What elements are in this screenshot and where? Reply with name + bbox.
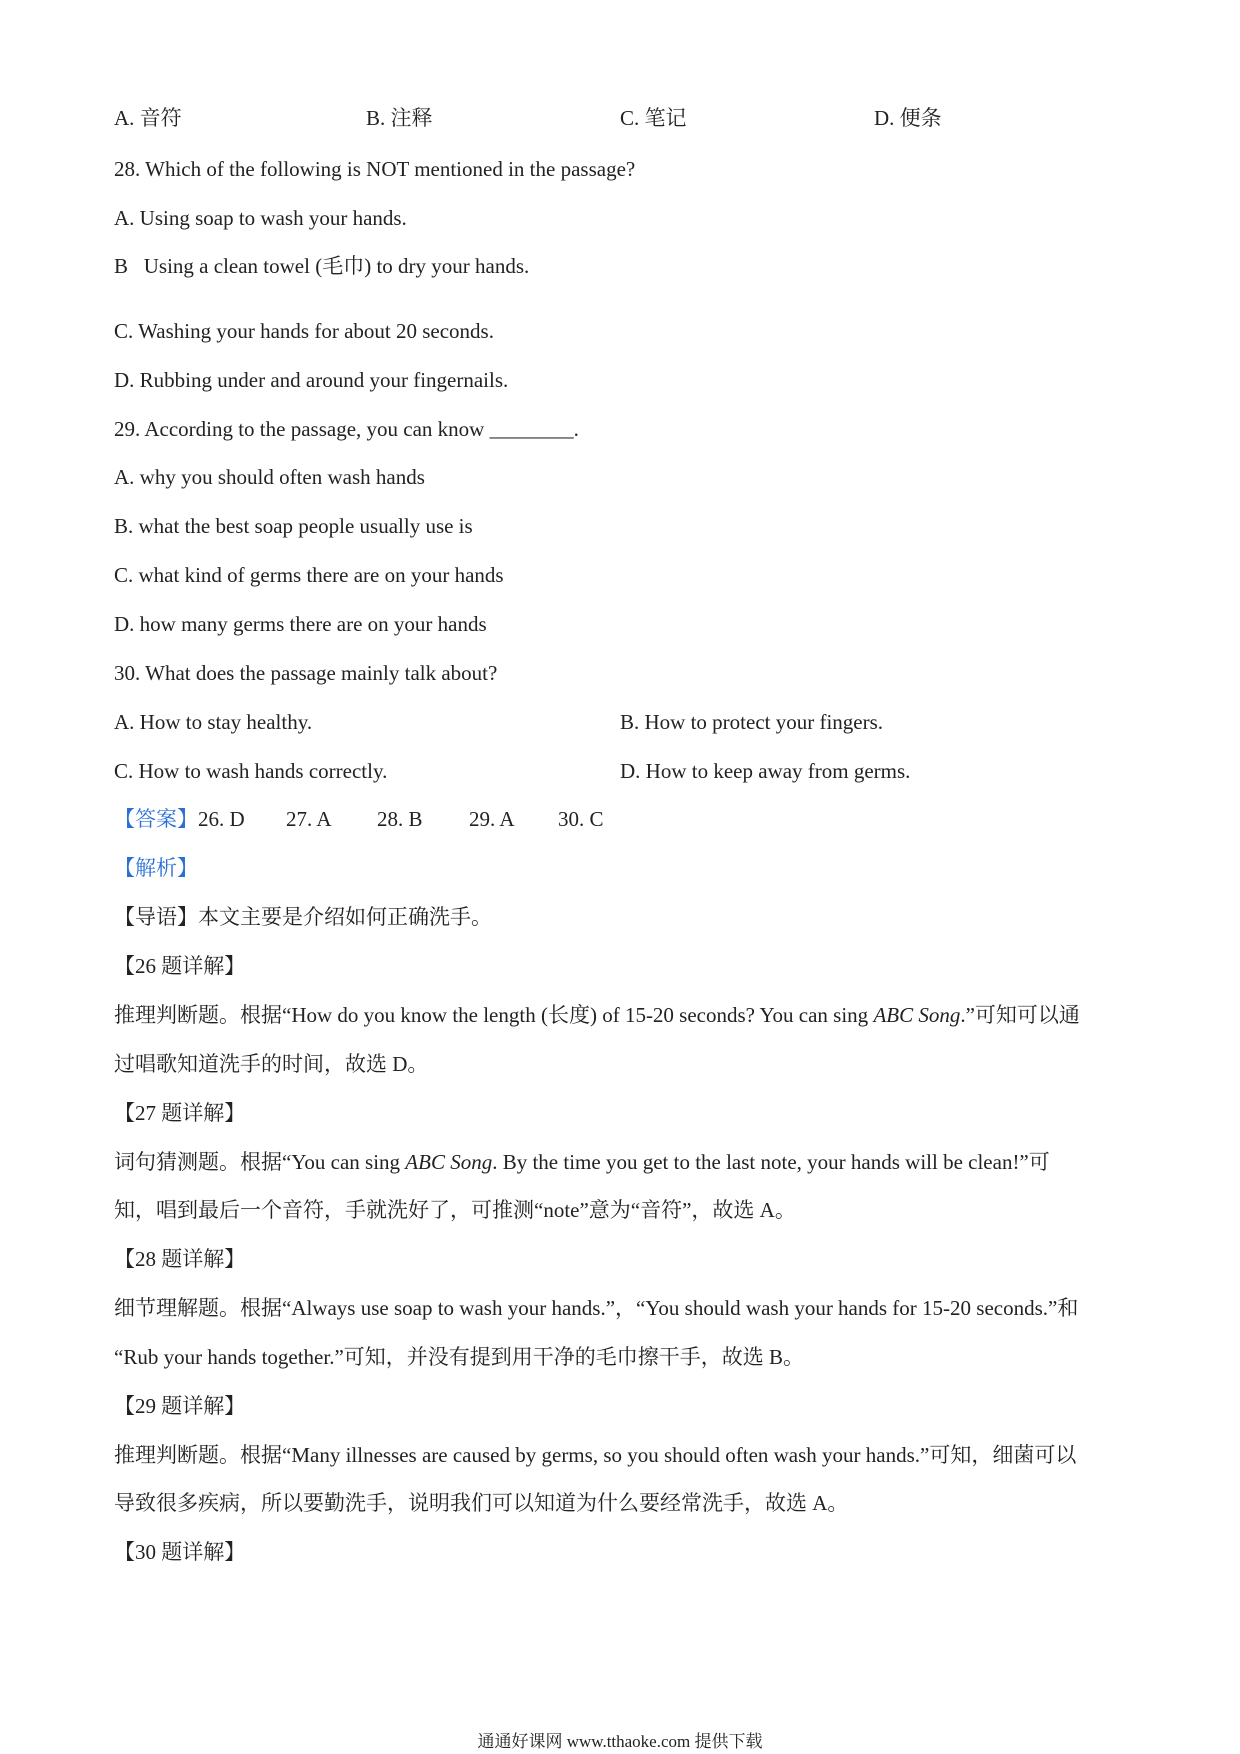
detail-30-title: 【30 题详解】 [114,1540,246,1564]
detail-28-title: 【28 题详解】 [114,1247,246,1271]
q27-option-a: A. 音符 [114,106,182,130]
answer-item: 30. C [558,807,604,831]
song-title: ABC Song [873,1003,961,1027]
q29-stem: 29. According to the passage, you can know ________. [114,417,579,441]
detail-29-line-2: 导致很多疾病，所以要勤洗手，说明我们可以知道为什么要经常洗手，故选 A。 [114,1491,849,1515]
q27-option-b: B. 注释 [366,106,433,130]
q29-option-d: D. how many germs there are on your hands [114,612,487,636]
song-title: ABC Song [405,1150,493,1174]
detail-27-title: 【27 题详解】 [114,1101,246,1125]
detail-26-line-2: 过唱歌知道洗手的时间，故选 D。 [114,1052,429,1076]
detail-26-title: 【26 题详解】 [114,954,246,978]
answer-line [114,805,604,833]
detail-28-line-1: 细节理解题。根据“Always use soap to wash your hands.”，“You should wash your hands for 15-20 seconds.”和 [114,1296,1079,1320]
analysis-label: 【解析】 [114,856,198,880]
q28-option-d: D. Rubbing under and around your fingernails. [114,368,509,392]
answer-item: 28. B [377,807,423,831]
answer-item: 26. D [198,807,245,831]
answer-item: 29. A [469,807,515,831]
answer-item: 27. A [286,807,332,831]
q30-option-d: D. How to keep away from germs. [620,759,911,783]
q28-stem: 28. Which of the following is NOT mentioned in the passage? [114,157,636,181]
q28-option-b: B Using a clean towel (毛巾) to dry your hands. [114,254,530,278]
q29-option-a: A. why you should often wash hands [114,465,425,489]
q29-option-c: C. what kind of germs there are on your hands [114,563,504,587]
detail-26-line-1: 推理判断题。根据“How do you know the length (长度) of 15-20 seconds? You can sing ABC Song.”可知可以通 [114,1003,1080,1027]
q30-option-b: B. How to protect your fingers. [620,710,884,734]
q30-option-c: C. How to wash hands correctly. [114,759,388,783]
detail-28-line-2: “Rub your hands together.”可知，并没有提到用干净的毛巾擦干手，故选 B。 [114,1345,805,1369]
detail-27-line-2: 知，唱到最后一个音符，手就洗好了，可推测“note”意为“音符”，故选 A。 [114,1198,796,1222]
q27-option-c: C. 笔记 [620,106,687,130]
page-footer: 通通好课网 www.tthaoke.com 提供下载 [477,1732,763,1751]
detail-27-line-1: 词句猜测题。根据“You can sing ABC Song. By the time you get to the last note, your hands will be clean!”可 [114,1150,1050,1174]
q27-option-d: D. 便条 [874,106,942,130]
q30-stem: 30. What does the passage mainly talk about? [114,661,498,685]
q29-option-b: B. what the best soap people usually use is [114,514,473,538]
q30-option-a: A. How to stay healthy. [114,710,313,734]
detail-29-title: 【29 题详解】 [114,1394,246,1418]
intro-text: 【导语】本文主要是介绍如何正确洗手。 [114,905,492,929]
q28-option-c: C. Washing your hands for about 20 seconds. [114,319,494,343]
detail-29-line-1: 推理判断题。根据“Many illnesses are caused by germs, so you should often wash your hands.”可知，细菌可以 [114,1443,1077,1467]
answer-label: 【答案】 [114,807,198,831]
q28-option-a: A. Using soap to wash your hands. [114,206,407,230]
